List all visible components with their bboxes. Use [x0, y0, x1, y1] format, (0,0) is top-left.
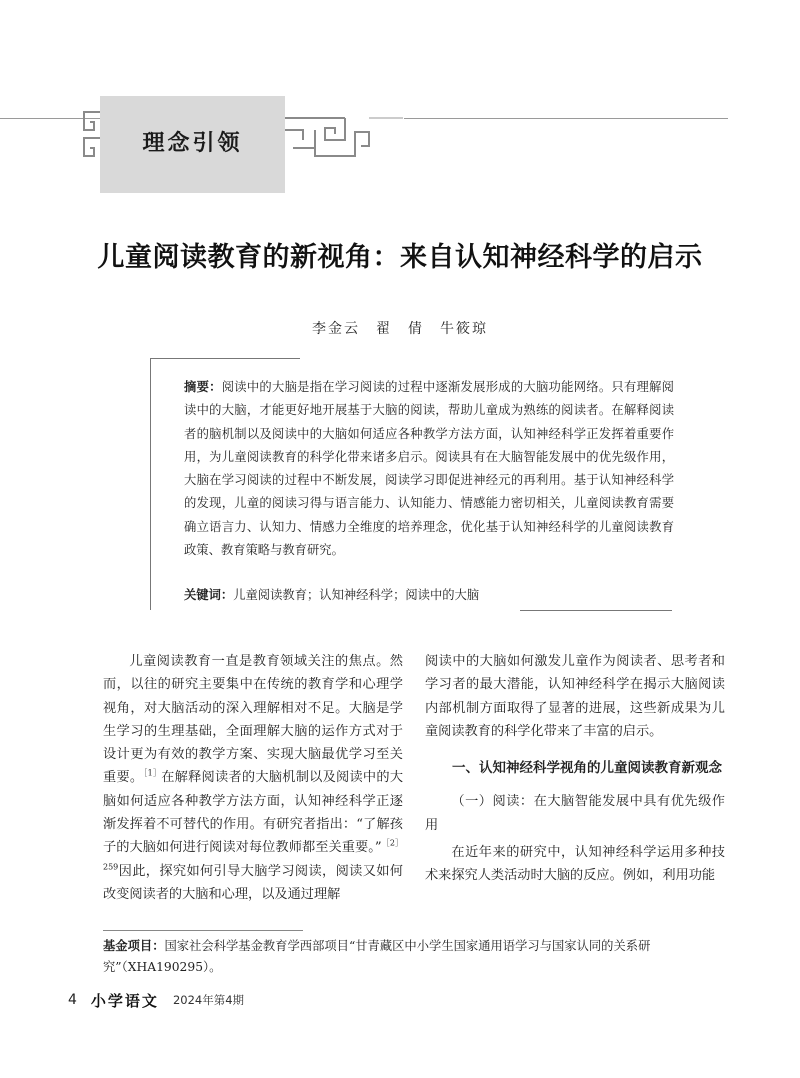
section-heading: 一、认知神经科学视角的儿童阅读教育新观念 — [452, 760, 722, 777]
citation-ref: ［1］ — [143, 769, 162, 779]
journal-issue: 2024年第4期 — [172, 993, 245, 1007]
article-title: 儿童阅读教育的新视角：来自认知神经科学的启示 — [97, 242, 703, 273]
funding-note — [103, 936, 728, 978]
page-number: 4 — [68, 992, 77, 1008]
abstract-rule-side — [150, 358, 151, 610]
funding-text: 国家社会科学基金教育学西部项目“甘青藏区中小学生国家通用语学习与国家认同的关系研究”（XHA190295）。 — [103, 939, 651, 974]
funding-label: 基金项目： — [103, 939, 165, 953]
section-header-box — [100, 96, 285, 193]
body-paragraph — [103, 650, 403, 906]
abstract-label: 摘要： — [184, 380, 222, 394]
journal-name: 小学语文 — [90, 991, 159, 1010]
body-paragraph: 在近年来的研究中，认知神经科学运用多种技术来探究人类活动时大脑的反应。例如，利用功能 — [425, 845, 725, 884]
article-authors: 李金云 翟 倩 牛筱琼 — [312, 321, 488, 337]
keywords — [184, 584, 674, 607]
section-title: 理念引领 — [142, 131, 243, 156]
body-text: 因此，探究如何引导大脑学习阅读，阅读又如何改变阅读者的大脑和心理，以及通过理解 — [103, 863, 403, 902]
header-rule-right — [404, 118, 728, 119]
body-text: 儿童阅读教育一直是教育领域关注的焦点。然而，以往的研究主要集中在传统的教育学和心理学视角，对大脑活动的深入理解相对不足。大脑是学生学习的生理基础，全面理解大脑的运作方式对于设计更为有效的教学方案、实现大脑最优学习至关重要。 — [103, 654, 403, 786]
fret-ornament-right — [285, 110, 405, 160]
fret-ornament-left — [80, 110, 102, 160]
page-footer — [68, 990, 244, 1010]
citation-ref: ［2］259 — [103, 838, 404, 872]
abstract-text: 阅读中的大脑是指在学习阅读的过程中逐渐发展形成的大脑功能网络。只有理解阅读中的大脑，才能更好地开展基于大脑的阅读，帮助儿童成为熟练的阅读者。在解释阅读者的脑机制以及阅读中的大脑如何适应各种教学方法方面，认知神经科学正发挥着重要作用，为儿童阅读教育的科学化带来诸多启示。阅读具有在大脑智能发展中的优先级作用，大脑在学习阅读的过程中不断发展，阅读学习即促进神经元的再利用。基于认知神经科学的发现，儿童的阅读习得与语言能力、认知能力、情感能力密切相关，儿童阅读教育需要确立语言力、认知力、情感力全维度的培养理念，优化基于认知神经科学的儿童阅读教育政策、教育策略与教育研究。 — [184, 380, 674, 558]
body-text: 在解释阅读者的大脑机制以及阅读中的大脑如何适应各种教学方法方面，认知神经科学正逐渐发挥着不可替代的作用。有研究者指出：“了解孩子的大脑如何进行阅读对每位教师都至关重要。” — [103, 770, 404, 856]
keywords-text: 儿童阅读教育；认知神经科学；阅读中的大脑 — [233, 588, 480, 602]
body-column-left — [103, 650, 403, 906]
keywords-label: 关键词： — [184, 588, 234, 602]
subsection-heading: （一）阅读：在大脑智能发展中具有优先级作用 — [425, 794, 725, 833]
abstract — [184, 376, 674, 562]
abstract-rule-bottom — [520, 610, 672, 611]
body-paragraph: 阅读中的大脑如何激发儿童作为阅读者、思考者和学习者的最大潜能，认知神经科学在揭示大脑阅读内部机制方面取得了显著的进展，这些新成果为儿童阅读教育的科学化带来了丰富的启示。 — [425, 654, 725, 739]
footnote-rule — [103, 930, 303, 931]
abstract-rule-top — [150, 358, 300, 359]
body-column-right — [425, 650, 725, 888]
